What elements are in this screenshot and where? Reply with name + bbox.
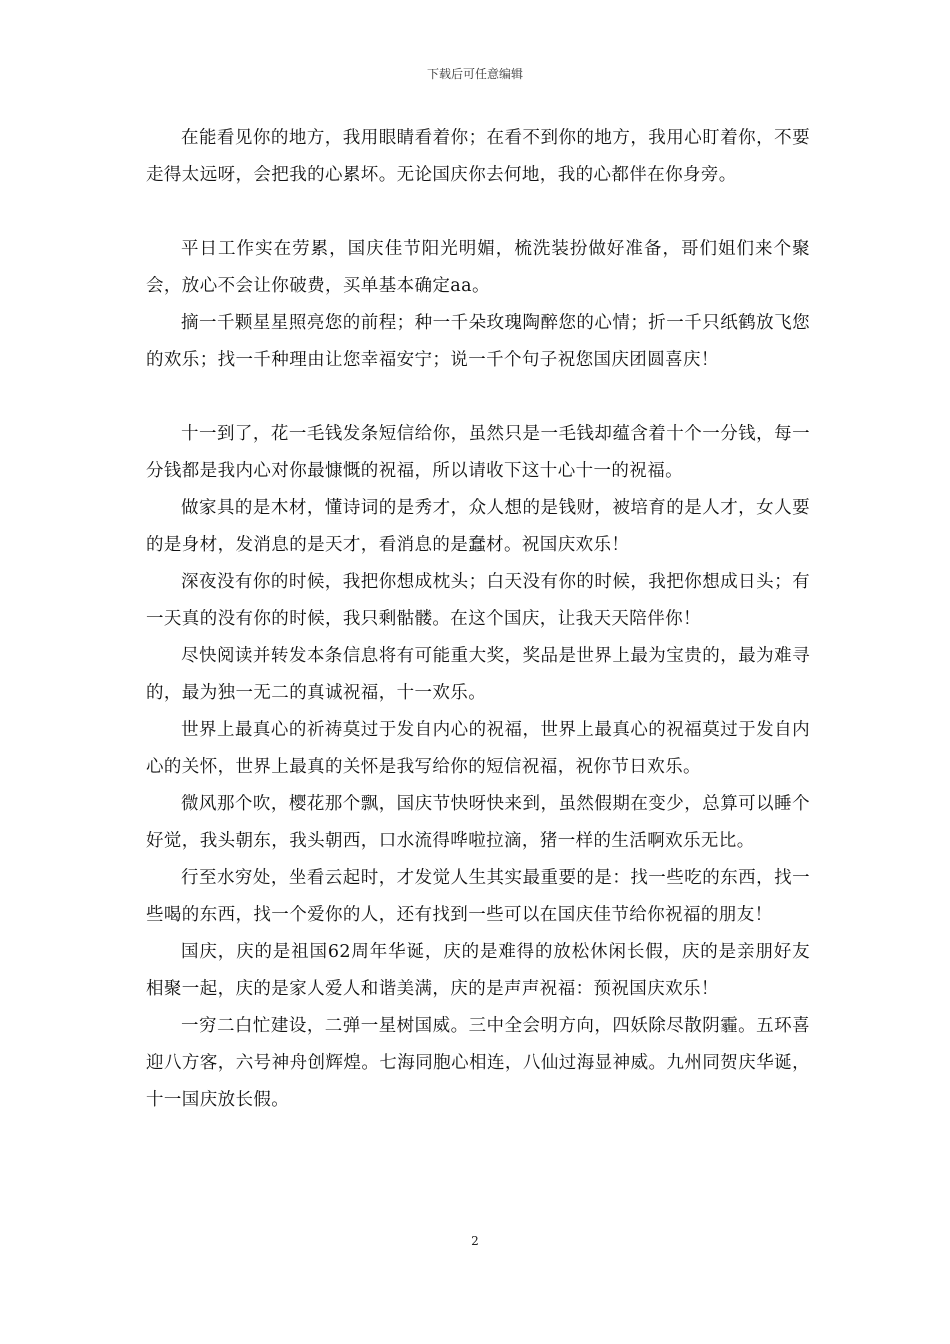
paragraph: 做家具的是木材，懂诗词的是秀才，众人想的是钱财，被培育的是人才，女人要的是身材，发消息的是天才，看消息的是蠢材。祝国庆欢乐！: [146, 498, 810, 555]
page-number: 2: [471, 1234, 479, 1248]
paragraph: 微风那个吹，樱花那个飘，国庆节快呀快来到，虽然假期在变少，总算可以睡个好觉，我头朝东，我头朝西，口水流得哗啦拉滴，猪一样的生活啊欢乐无比。: [146, 794, 810, 851]
paragraph: 一穷二白忙建设，二弹一星树国威。三中全会明方向，四妖除尽散阴霾。五环喜迎八方客，六号神舟创辉煌。七海同胞心相连，八仙过海显神威。九州同贺庆华诞，十一国庆放长假。: [146, 1016, 810, 1110]
document-body: [146, 120, 810, 1119]
paragraph: 尽快阅读并转发本条信息将有可能重大奖，奖品是世界上最为宝贵的，最为难寻的，最为独一无二的真诚祝福，十一欢乐。: [146, 646, 810, 703]
paragraph: 在能看见你的地方，我用眼睛看着你；在看不到你的地方，我用心盯着你，不要走得太远呀，会把我的心累坏。无论国庆你去何地，我的心都伴在你身旁。: [146, 128, 810, 185]
paragraph: 十一到了，花一毛钱发条短信给你，虽然只是一毛钱却蕴含着十个一分钱，每一分钱都是我内心对你最慷慨的祝福，所以请收下这十心十一的祝福。: [146, 424, 810, 481]
paragraph: 行至水穷处，坐看云起时，才发觉人生其实最重要的是：找一些吃的东西，找一些喝的东西，找一个爱你的人，还有找到一些可以在国庆佳节给你祝福的朋友！: [146, 868, 810, 925]
paragraph: 深夜没有你的时候，我把你想成枕头；白天没有你的时候，我把你想成日头；有一天真的没有你的时候，我只剩骷髅。在这个国庆，让我天天陪伴你！: [146, 572, 810, 629]
page-header: 下载后可任意编辑: [426, 67, 523, 81]
paragraph: 国庆，庆的是祖国62周年华诞，庆的是难得的放松休闲长假，庆的是亲朋好友相聚一起，庆的是家人爱人和谐美满，庆的是声声祝福：预祝国庆欢乐！: [146, 942, 810, 999]
paragraph: 摘一千颗星星照亮您的前程；种一千朵玫瑰陶醉您的心情；折一千只纸鹤放飞您的欢乐；找一千种理由让您幸福安宁；说一千个句子祝您国庆团圆喜庆！: [146, 313, 810, 370]
paragraph: 平日工作实在劳累，国庆佳节阳光明媚，梳洗装扮做好准备，哥们姐们来个聚会，放心不会让你破费，买单基本确定aa。: [146, 239, 810, 296]
paragraph: 世界上最真心的祈祷莫过于发自内心的祝福，世界上最真心的祝福莫过于发自内心的关怀，世界上最真的关怀是我写给你的短信祝福，祝你节日欢乐。: [146, 720, 810, 777]
